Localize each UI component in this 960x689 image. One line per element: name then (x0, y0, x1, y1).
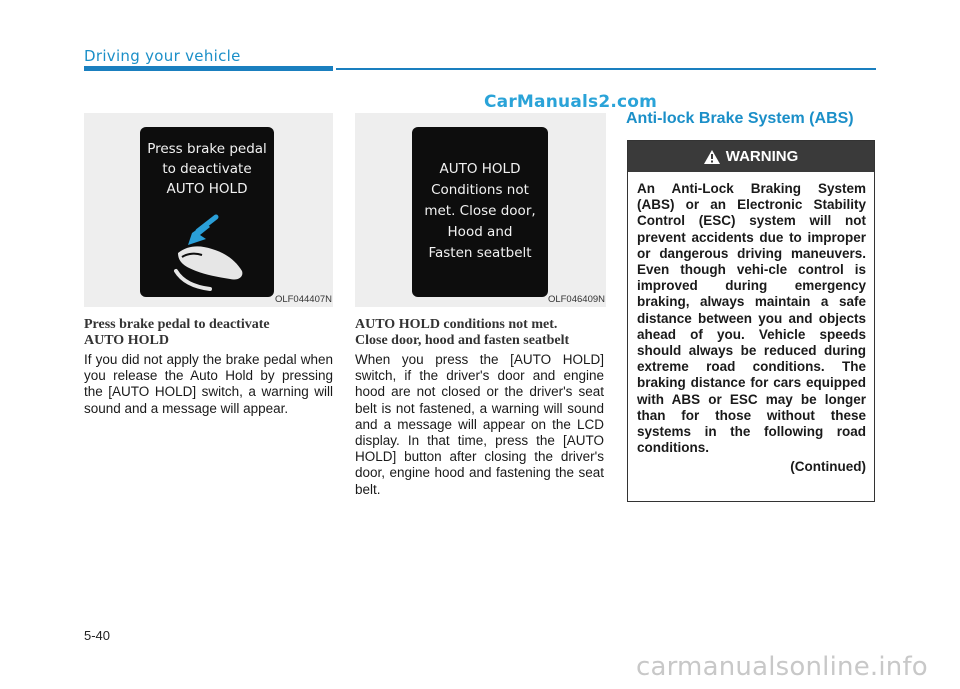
warning-triangle-icon (704, 150, 720, 164)
heading-line: AUTO HOLD conditions not met. (355, 317, 558, 332)
figure-code: OLF044407N (274, 294, 332, 305)
abs-title: Anti-lock Brake System (ABS) (626, 110, 854, 127)
lcd-line: Conditions not (431, 182, 529, 198)
warning-box (627, 140, 875, 502)
figure-conditions-not-met (355, 113, 606, 307)
brake-pedal-icon (140, 205, 274, 295)
continued-label: (Continued) (790, 459, 866, 475)
section-heading (355, 317, 606, 349)
lcd-line: AUTO HOLD (166, 181, 248, 197)
section-heading (84, 317, 333, 349)
section-body: If you did not apply the brake pedal when you release the Auto Hold by pressing the [AUTO HOLD] switch, a warning will sound and a message will appear. (84, 352, 333, 416)
lcd-display (412, 127, 548, 297)
footer-watermark: carmanualsonline.info (636, 652, 928, 682)
header-rule (336, 68, 876, 70)
heading-line: Press brake pedal to deactivate (84, 317, 270, 332)
page-number: 5-40 (84, 628, 111, 643)
section-title: Driving your vehicle (84, 47, 241, 65)
section-body: When you press the [AUTO HOLD] switch, if the driver's door and engine hood are not closed or the driver's seat belt is not fastened, a warning will sound and a message will appear on the LCD display. In that time, press the [AUTO HOLD] button after closing the driver's door, engine hood and fastening the seat belt. (355, 352, 604, 497)
lcd-line: Fasten seatbelt (428, 245, 532, 261)
lcd-line: met. Close door, (424, 203, 536, 219)
lcd-line: Hood and (447, 224, 513, 240)
figure-code: OLF046409N (547, 294, 605, 305)
lcd-display (140, 127, 274, 297)
lcd-line: AUTO HOLD (439, 161, 521, 177)
header-bar-accent (84, 66, 333, 71)
heading-line: Close door, hood and fasten seatbelt (355, 333, 570, 348)
heading-line: AUTO HOLD (84, 333, 169, 348)
warning-label: WARNING (725, 148, 799, 165)
warning-header (628, 141, 874, 172)
top-watermark: CarManuals2.com (484, 92, 658, 112)
warning-text: An Anti-Lock Braking System (ABS) or an Electronic Stability Control (ESC) system will not prevent accidents due to improper or dangerous driving maneuvers. Even though vehi-cle control is improved during emergency braking, always maintain a safe distance between you and objects ahead of you. Vehicle speeds should always be reduced during extreme road conditions. The braking distance for cars equipped with ABS or ESC may be longer than for those without these systems in the following road conditions. (637, 181, 866, 456)
warning-body (628, 172, 874, 476)
lcd-line: Press brake pedal (147, 141, 267, 157)
figure-brake-pedal (84, 113, 333, 307)
lcd-line: to deactivate (162, 161, 252, 177)
